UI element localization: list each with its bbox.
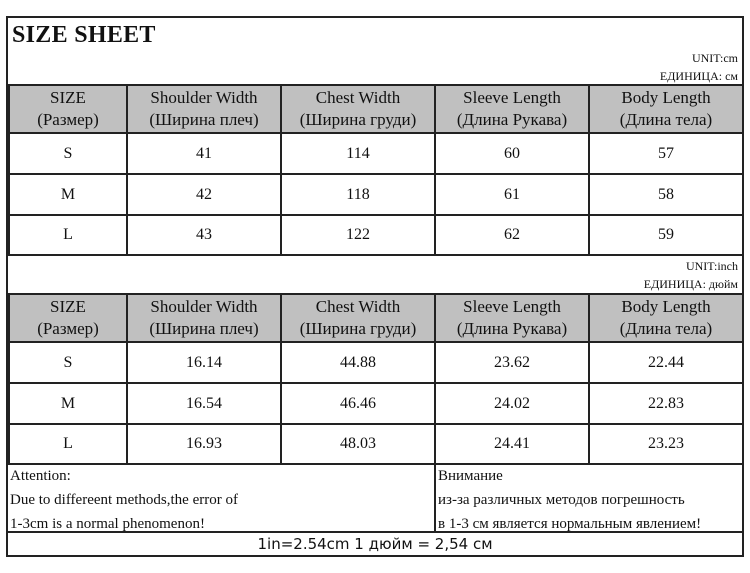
header-body: Body Length (Длина тела)	[589, 85, 743, 133]
unit-inch-ru: ЕДИНИЦА: дюйм	[643, 277, 738, 291]
table-row	[9, 342, 743, 383]
unit-cm-ru: ЕДИНИЦА: см	[659, 69, 738, 83]
page-title: SIZE SHEET	[12, 22, 156, 48]
header-shoulder: Shoulder Width (Ширина плеч)	[127, 294, 281, 342]
table-cell: 44.88	[281, 342, 435, 383]
header-size: SIZE (Размер)	[9, 294, 127, 342]
table-cell: 61	[435, 174, 589, 215]
table-cell: M	[9, 174, 127, 215]
table-cell: 58	[589, 174, 743, 215]
table-cell: 23.23	[589, 424, 743, 464]
table-cell: 46.46	[281, 383, 435, 424]
footer-divider	[8, 531, 742, 533]
table-row	[9, 174, 743, 215]
header-sleeve: Sleeve Length (Длина Рукава)	[435, 294, 589, 342]
table-row	[9, 215, 743, 255]
size-table-cm	[8, 84, 744, 256]
table-cell: S	[9, 133, 127, 174]
table-cell: 16.54	[127, 383, 281, 424]
table-cell: 41	[127, 133, 281, 174]
table-row	[9, 424, 743, 464]
table-cell: M	[9, 383, 127, 424]
attention-en-line2: 1-3cm is a normal phenomenon!	[10, 516, 205, 532]
table-cell: 42	[127, 174, 281, 215]
table-cell: 118	[281, 174, 435, 215]
table-header-row	[9, 85, 743, 133]
unit-cm-en: UNIT:cm	[691, 51, 738, 65]
table-cell: L	[9, 424, 127, 464]
unit-inch-en: UNIT:inch	[685, 259, 738, 273]
table-cell: S	[9, 342, 127, 383]
attention-ru	[438, 464, 701, 536]
table-cell: 22.44	[589, 342, 743, 383]
table-cell: 48.03	[281, 424, 435, 464]
header-shoulder: Shoulder Width (Ширина плеч)	[127, 85, 281, 133]
conversion-note: 1in=2.54cm 1 дюйм = 2,54 см	[257, 535, 493, 553]
table-cell: 114	[281, 133, 435, 174]
table-cell: 16.93	[127, 424, 281, 464]
attention-en-heading: Attention:	[10, 468, 71, 484]
table-cell: 122	[281, 215, 435, 255]
table-cell: 62	[435, 215, 589, 255]
header-size: SIZE (Размер)	[9, 85, 127, 133]
table-row	[9, 383, 743, 424]
attention-en	[10, 464, 238, 536]
table-cell: 16.14	[127, 342, 281, 383]
size-table-inch	[8, 293, 744, 465]
table-cell: 43	[127, 215, 281, 255]
table-cell: 22.83	[589, 383, 743, 424]
attention-ru-line2: в 1-3 см является нормальным явлением!	[438, 516, 702, 532]
table-cell: 60	[435, 133, 589, 174]
attention-ru-heading: Внимание	[438, 468, 503, 484]
attention-ru-line1: из-за различных методов погрешность	[438, 492, 685, 508]
header-sleeve: Sleeve Length (Длина Рукава)	[435, 85, 589, 133]
header-body: Body Length (Длина тела)	[589, 294, 743, 342]
size-sheet	[6, 16, 744, 557]
table-cell: 57	[589, 133, 743, 174]
attention-divider	[434, 463, 436, 531]
table-cell: 23.62	[435, 342, 589, 383]
table-cell: 24.41	[435, 424, 589, 464]
header-chest: Chest Width (Ширина груди)	[281, 294, 435, 342]
table-row	[9, 133, 743, 174]
attention-en-line1: Due to differeent methods,the error of	[10, 492, 238, 508]
table-cell: L	[9, 215, 127, 255]
table-cell: 24.02	[435, 383, 589, 424]
table-cell: 59	[589, 215, 743, 255]
table-header-row	[9, 294, 743, 342]
header-chest: Chest Width (Ширина груди)	[281, 85, 435, 133]
